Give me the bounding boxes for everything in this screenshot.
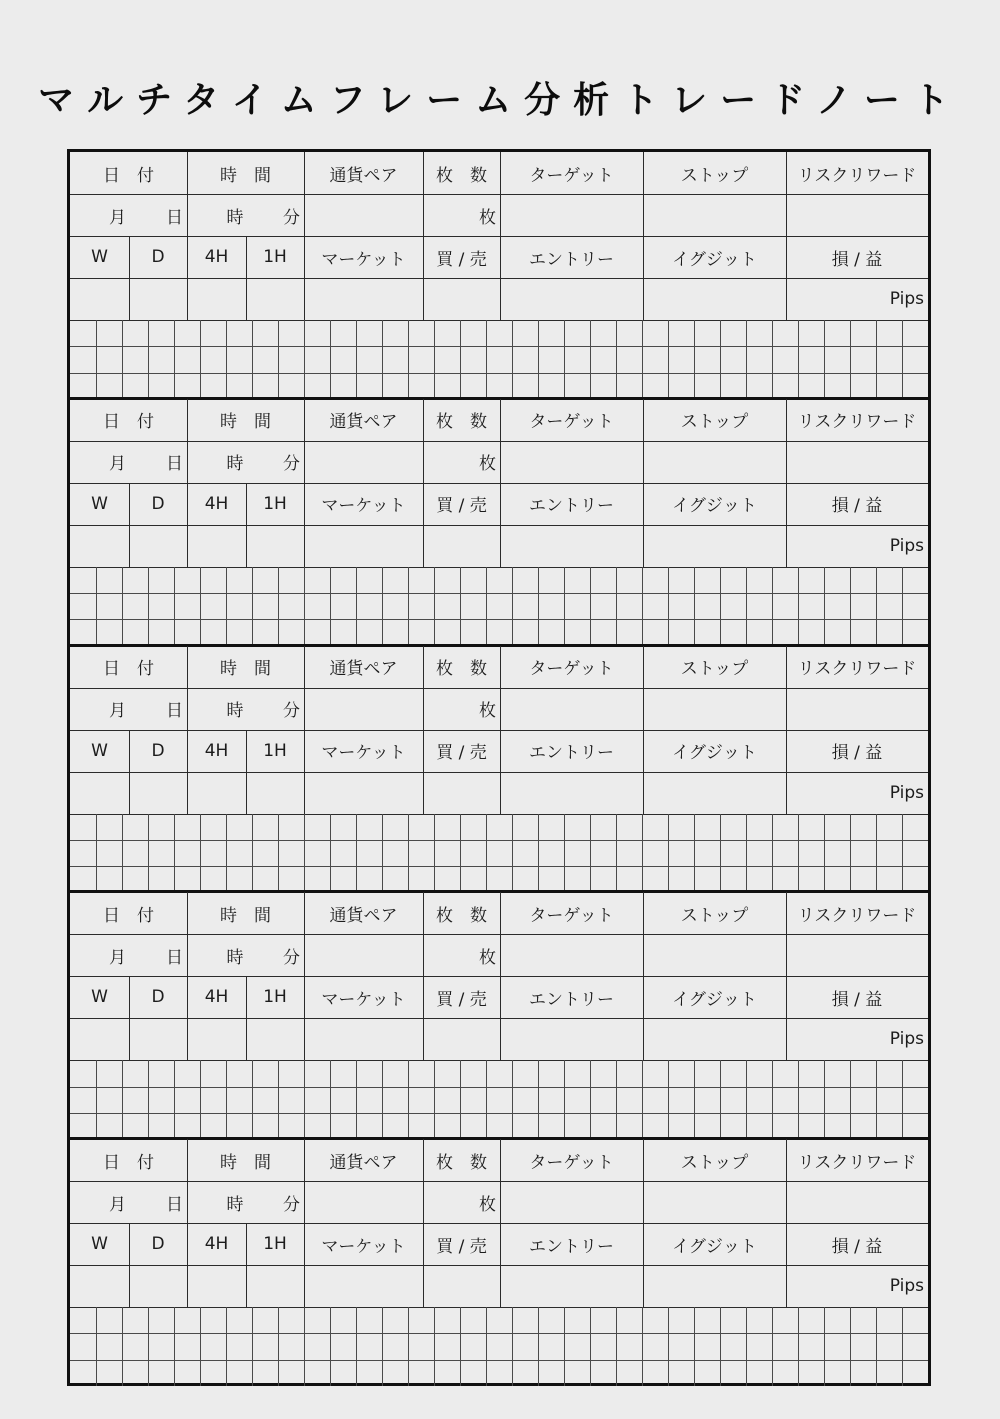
timeframe-label: D (151, 1234, 165, 1255)
grid-line (356, 1307, 357, 1386)
grid-line (902, 1060, 903, 1139)
grid-line (564, 814, 565, 893)
day-label: 日 (166, 947, 183, 968)
grid-line (408, 320, 409, 399)
grid-line (174, 1060, 175, 1139)
grid-line (460, 567, 461, 646)
timeframe-label: 損 / 益 (831, 496, 883, 517)
timeframe-label: イグジット (672, 249, 757, 270)
header-label: ストップ (680, 165, 749, 186)
timeframe-label: 損 / 益 (831, 743, 883, 764)
grid-line (798, 1060, 799, 1139)
minute-label: 分 (283, 454, 300, 475)
grid-line (174, 814, 175, 893)
trade-entry-block (70, 646, 928, 893)
grid-line (876, 1060, 877, 1139)
grid-line (590, 567, 591, 646)
grid-line (772, 814, 773, 893)
header-label: 枚 数 (436, 1152, 487, 1173)
timeframe-label: 1H (263, 247, 287, 267)
grid-line (460, 320, 461, 399)
grid-line (356, 567, 357, 646)
grid-line (200, 567, 201, 646)
trade-entry-block (70, 892, 928, 1139)
grid-line (70, 1087, 928, 1088)
grid-line (902, 320, 903, 399)
grid-line (512, 1060, 513, 1139)
header-label: ストップ (680, 659, 749, 680)
timeframe-label: マーケット (321, 1236, 406, 1257)
grid-line (746, 567, 747, 646)
lots-label: 枚 (479, 207, 496, 228)
timeframe-label: 1H (263, 740, 287, 761)
grid-line (434, 320, 435, 399)
grid-line (564, 1060, 565, 1139)
header-label: ストップ (680, 1152, 749, 1173)
grid-line (512, 814, 513, 893)
grid-line (668, 1060, 669, 1139)
grid-line (772, 1060, 773, 1139)
grid-line (278, 567, 279, 646)
header-label: 時 間 (220, 165, 271, 186)
grid-line (668, 320, 669, 399)
grid-line (720, 320, 721, 399)
header-label: 日 付 (103, 412, 154, 433)
grid-line (278, 320, 279, 399)
grid-line (538, 1060, 539, 1139)
grid-line (226, 814, 227, 893)
grid-line (252, 1307, 253, 1386)
trade-entry-block (70, 1139, 928, 1386)
pips-unit-label: Pips (889, 535, 924, 556)
grid-line (824, 814, 825, 893)
timeframe-label: 4H (204, 740, 229, 761)
grid-line (200, 1060, 201, 1139)
grid-line (486, 320, 487, 399)
header-label: 時 間 (220, 659, 271, 680)
grid-line (564, 1307, 565, 1386)
header-label: リスクリワード (797, 905, 917, 926)
timeframe-label: イグジット (672, 496, 757, 517)
header-label: ストップ (680, 905, 749, 926)
timeframe-label: 買 / 売 (436, 1236, 487, 1257)
row-line (70, 1307, 928, 1308)
grid-line (148, 1060, 149, 1139)
row-line (70, 1060, 928, 1061)
month-label: 月 (109, 454, 126, 475)
grid-line (694, 1060, 695, 1139)
grid-line (876, 320, 877, 399)
grid-line (252, 814, 253, 893)
header-label: リスクリワード (797, 412, 917, 433)
hour-label: 時 (226, 454, 244, 475)
grid-line (694, 320, 695, 399)
grid-line (408, 814, 409, 893)
grid-line (122, 320, 123, 399)
grid-line (148, 1307, 149, 1386)
grid-line (330, 814, 331, 893)
grid-line (278, 1307, 279, 1386)
timeframe-label: 買 / 売 (436, 989, 487, 1010)
grid-line (798, 567, 799, 646)
grid-line (70, 840, 928, 841)
grid-line (382, 1060, 383, 1139)
grid-line (460, 814, 461, 893)
timeframe-label: D (151, 493, 165, 514)
grid-line (642, 1060, 643, 1139)
grid-line (330, 567, 331, 646)
timeframe-label: W (91, 493, 108, 514)
grid-line (564, 320, 565, 399)
grid-line (382, 567, 383, 646)
grid-line (668, 814, 669, 893)
grid-line (356, 1060, 357, 1139)
timeframe-label: 1H (263, 987, 287, 1008)
grid-line (70, 1333, 928, 1334)
header-label: 日 付 (103, 1152, 154, 1173)
grid-line (616, 1060, 617, 1139)
grid-line (96, 1060, 97, 1139)
grid-line (356, 320, 357, 399)
grid-line (668, 1307, 669, 1386)
grid-line (174, 567, 175, 646)
grid-line (148, 814, 149, 893)
timeframe-label: 損 / 益 (831, 989, 883, 1010)
grid-line (356, 814, 357, 893)
grid-line (642, 814, 643, 893)
grid-line (122, 814, 123, 893)
grid-line (252, 567, 253, 646)
grid-line (720, 814, 721, 893)
grid-line (148, 320, 149, 399)
grid-line (460, 1307, 461, 1386)
grid-line (96, 1307, 97, 1386)
timeframe-label: W (91, 987, 108, 1008)
timeframe-label: エントリー (529, 1236, 614, 1257)
header-label: 時 間 (220, 905, 271, 926)
grid-line (200, 320, 201, 399)
grid-line (70, 619, 928, 620)
lots-label: 枚 (479, 454, 496, 475)
header-label: 通貨ペア (329, 905, 398, 926)
header-label: リスクリワード (797, 1152, 917, 1173)
grid-line (460, 1060, 461, 1139)
grid-line (746, 1060, 747, 1139)
header-label: ターゲット (529, 1152, 614, 1173)
lots-label: 枚 (479, 1194, 496, 1215)
grid-line (772, 1307, 773, 1386)
grid-line (226, 1307, 227, 1386)
header-label: ターゲット (529, 659, 614, 680)
grid-line (590, 320, 591, 399)
grid-line (694, 567, 695, 646)
lots-label: 枚 (479, 947, 496, 968)
grid-line (434, 567, 435, 646)
grid-line (798, 1307, 799, 1386)
grid-line (798, 814, 799, 893)
header-label: 通貨ペア (329, 1152, 398, 1173)
header-label: ターゲット (529, 412, 614, 433)
minute-label: 分 (283, 1194, 300, 1215)
timeframe-label: 買 / 売 (436, 249, 487, 270)
header-label: 通貨ペア (329, 165, 398, 186)
pips-unit-label: Pips (889, 289, 924, 309)
header-label: ターゲット (529, 165, 614, 186)
header-label: 枚 数 (436, 659, 487, 680)
grid-line (512, 1307, 513, 1386)
grid-line (304, 320, 305, 399)
grid-line (772, 567, 773, 646)
day-label: 日 (166, 701, 183, 722)
grid-line (70, 373, 928, 374)
grid-line (642, 1307, 643, 1386)
grid-line (486, 814, 487, 893)
grid-line (200, 814, 201, 893)
grid-line (616, 320, 617, 399)
timeframe-label: W (91, 740, 108, 761)
row-line (70, 567, 928, 568)
grid-line (694, 814, 695, 893)
header-label: 日 付 (103, 905, 154, 926)
grid-line (382, 1307, 383, 1386)
month-label: 月 (109, 947, 126, 968)
grid-line (174, 1307, 175, 1386)
grid-line (252, 320, 253, 399)
grid-line (590, 1307, 591, 1386)
hour-label: 時 (226, 1194, 244, 1215)
grid-line (642, 567, 643, 646)
header-label: 通貨ペア (329, 659, 398, 680)
timeframe-label: D (151, 740, 165, 761)
header-label: リスクリワード (797, 659, 917, 680)
timeframe-label: イグジット (672, 989, 757, 1010)
grid-line (590, 814, 591, 893)
grid-line (902, 567, 903, 646)
grid-line (304, 1060, 305, 1139)
grid-line (538, 1307, 539, 1386)
header-label: 日 付 (103, 165, 154, 186)
trade-entry-block (70, 152, 928, 399)
grid-line (850, 567, 851, 646)
header-label: 枚 数 (436, 905, 487, 926)
grid-line (772, 320, 773, 399)
grid-line (200, 1307, 201, 1386)
timeframe-label: 1H (263, 1234, 287, 1255)
grid-line (330, 1307, 331, 1386)
grid-line (824, 567, 825, 646)
grid-line (70, 346, 928, 347)
day-label: 日 (166, 207, 183, 228)
timeframe-label: D (151, 987, 165, 1008)
grid-line (486, 1307, 487, 1386)
header-label: ストップ (680, 412, 749, 433)
grid-line (408, 1060, 409, 1139)
grid-line (486, 1060, 487, 1139)
grid-line (720, 1307, 721, 1386)
header-label: リスクリワード (797, 165, 917, 186)
grid-line (564, 567, 565, 646)
grid-line (96, 814, 97, 893)
row-line (70, 320, 928, 321)
grid-line (382, 320, 383, 399)
grid-line (746, 320, 747, 399)
pips-unit-label: Pips (889, 1029, 924, 1050)
grid-line (694, 1307, 695, 1386)
timeframe-label: 4H (204, 247, 229, 267)
grid-line (798, 320, 799, 399)
grid-line (876, 814, 877, 893)
grid-line (616, 567, 617, 646)
grid-line (876, 1307, 877, 1386)
grid-line (70, 866, 928, 867)
page-title: マルチタイムフレーム分析トレードノート (38, 80, 962, 121)
grid-line (512, 567, 513, 646)
month-label: 月 (109, 1194, 126, 1215)
grid-line (746, 814, 747, 893)
month-label: 月 (109, 701, 126, 722)
trade-note-sheet (67, 149, 931, 1386)
timeframe-label: 買 / 売 (436, 743, 487, 764)
grid-line (226, 1060, 227, 1139)
grid-line (70, 593, 928, 594)
timeframe-label: エントリー (529, 989, 614, 1010)
grid-line (96, 320, 97, 399)
grid-line (434, 814, 435, 893)
grid-line (278, 1060, 279, 1139)
grid-line (278, 814, 279, 893)
header-label: ターゲット (529, 905, 614, 926)
timeframe-label: 損 / 益 (831, 1236, 883, 1257)
minute-label: 分 (283, 701, 300, 722)
timeframe-label: W (91, 1234, 108, 1255)
timeframe-label: W (91, 247, 108, 267)
header-label: 枚 数 (436, 412, 487, 433)
timeframe-label: マーケット (321, 743, 406, 764)
header-label: 時 間 (220, 412, 271, 433)
grid-line (616, 1307, 617, 1386)
day-label: 日 (166, 1194, 183, 1215)
grid-line (824, 1060, 825, 1139)
grid-line (330, 1060, 331, 1139)
timeframe-label: マーケット (321, 989, 406, 1010)
pips-unit-label: Pips (889, 1276, 924, 1297)
pips-unit-label: Pips (889, 782, 924, 803)
timeframe-label: 4H (204, 493, 229, 514)
header-label: 枚 数 (436, 165, 487, 186)
grid-line (876, 567, 877, 646)
grid-line (850, 1307, 851, 1386)
grid-line (304, 567, 305, 646)
trade-entry-block (70, 399, 928, 646)
grid-line (304, 1307, 305, 1386)
grid-line (668, 567, 669, 646)
timeframe-label: 買 / 売 (436, 496, 487, 517)
grid-line (122, 1307, 123, 1386)
grid-line (226, 320, 227, 399)
minute-label: 分 (283, 947, 300, 968)
grid-line (174, 320, 175, 399)
header-label: 日 付 (103, 659, 154, 680)
row-line (70, 814, 928, 815)
timeframe-label: マーケット (321, 496, 406, 517)
grid-line (538, 320, 539, 399)
grid-line (486, 567, 487, 646)
grid-line (512, 320, 513, 399)
grid-line (850, 320, 851, 399)
timeframe-label: イグジット (672, 743, 757, 764)
grid-line (850, 814, 851, 893)
grid-line (408, 567, 409, 646)
grid-line (538, 814, 539, 893)
grid-line (434, 1060, 435, 1139)
hour-label: 時 (226, 701, 244, 722)
timeframe-label: 4H (204, 1234, 229, 1255)
grid-line (330, 320, 331, 399)
hour-label: 時 (226, 947, 244, 968)
timeframe-label: 損 / 益 (831, 249, 883, 270)
grid-line (824, 320, 825, 399)
month-label: 月 (109, 207, 126, 228)
grid-line (720, 1060, 721, 1139)
minute-label: 分 (283, 207, 300, 228)
timeframe-label: D (151, 247, 165, 267)
timeframe-label: エントリー (529, 743, 614, 764)
grid-line (824, 1307, 825, 1386)
grid-line (70, 1360, 928, 1361)
grid-line (70, 1113, 928, 1114)
timeframe-label: 1H (263, 493, 287, 514)
hour-label: 時 (226, 207, 244, 228)
grid-line (434, 1307, 435, 1386)
timeframe-label: 4H (204, 987, 229, 1008)
timeframe-label: マーケット (321, 249, 406, 270)
grid-line (850, 1060, 851, 1139)
lots-label: 枚 (479, 701, 496, 722)
grid-line (252, 1060, 253, 1139)
grid-line (226, 567, 227, 646)
header-label: 通貨ペア (329, 412, 398, 433)
timeframe-label: エントリー (529, 496, 614, 517)
grid-line (616, 814, 617, 893)
grid-line (96, 567, 97, 646)
grid-line (382, 814, 383, 893)
grid-line (122, 567, 123, 646)
grid-line (408, 1307, 409, 1386)
grid-line (122, 1060, 123, 1139)
header-label: 時 間 (220, 1152, 271, 1173)
timeframe-label: イグジット (672, 1236, 757, 1257)
grid-line (720, 567, 721, 646)
grid-line (902, 814, 903, 893)
day-label: 日 (166, 454, 183, 475)
grid-line (148, 567, 149, 646)
timeframe-label: エントリー (529, 249, 614, 270)
grid-line (304, 814, 305, 893)
grid-line (590, 1060, 591, 1139)
grid-line (538, 567, 539, 646)
grid-line (642, 320, 643, 399)
grid-line (902, 1307, 903, 1386)
grid-line (746, 1307, 747, 1386)
